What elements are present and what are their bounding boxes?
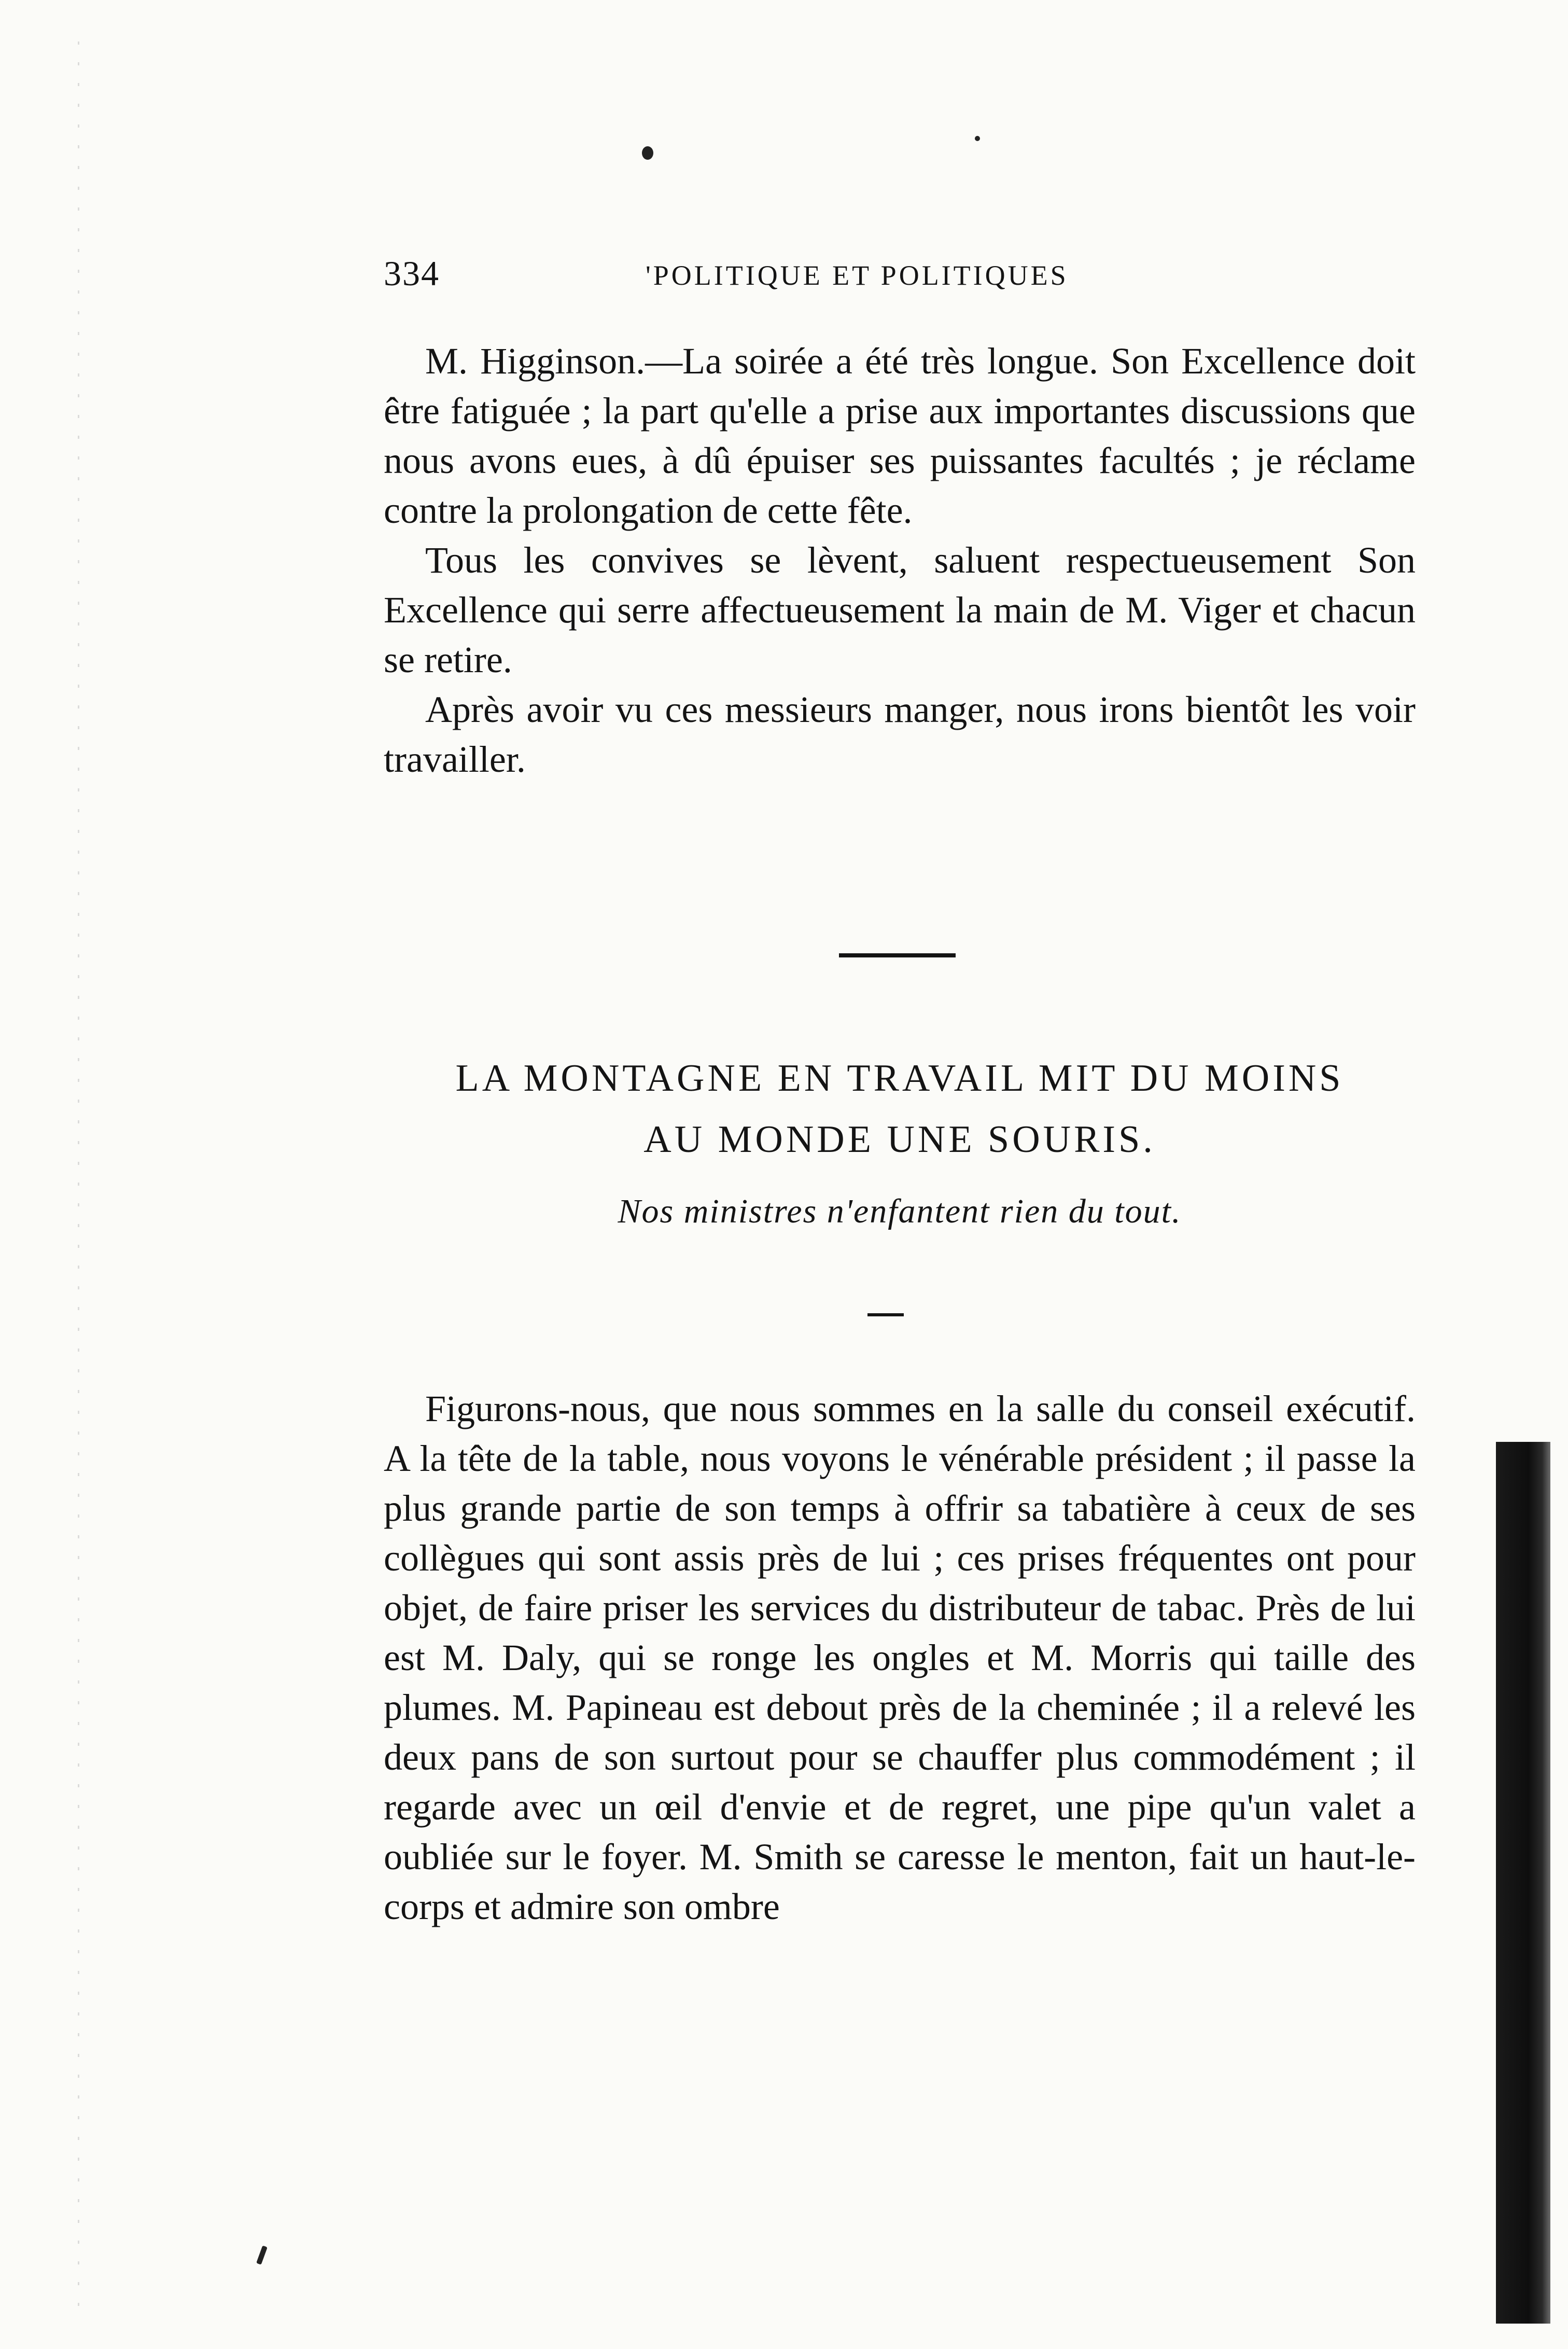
scan-edge-shadow (1496, 1442, 1550, 2324)
page-number: 334 (384, 254, 440, 293)
section-title-line: LA MONTAGNE EN TRAVAIL MIT DU MOINS (455, 1057, 1344, 1100)
running-head (384, 253, 1416, 310)
paragraph: M. Higginson.—La soirée a été très longue. Son Excellence doit être fatiguée ; la part qu'elle a prise aux importantes discussions que nous avons eues, à dû épuiser ses puissantes facultés ; je réclame contre la prolongation de cette fête. (384, 340, 1416, 531)
text-block-top (384, 336, 1416, 784)
paragraph: Tous les convives se lèvent, saluent respectueusement Son Excellence qui serre affectueusement la main de M. Viger et chacun se retire. (384, 539, 1416, 680)
paragraph: Après avoir vu ces messieurs manger, nous irons bientôt les voir travailler. (384, 689, 1416, 780)
section-divider-rule (839, 953, 956, 957)
scan-margin-shadow (78, 41, 79, 2313)
section-title (363, 1048, 1436, 1170)
paragraph: Figurons-nous, que nous sommes en la salle du conseil exécutif. A la tête de la table, nous voyons le vénérable président ; il passe la plus grande partie de son temps à offrir sa tabatière à ceux de ses collègues qui sont assis près de lui ; ces prises fréquentes ont pour objet, de faire priser les services du distributeur de tabac. Près de lui est M. Daly, qui se ronge les ongles et M. Morris qui taille des plumes. M. Papineau est debout près de la cheminée ; il a relevé les deux pans de son surtout pour se chauffer plus commodément ; il regarde avec un œil d'envie et de regret, une pipe qu'un valet a oubliée sur le foyer. M. Smith se caresse le menton, fait un haut-le-corps et admire son ombre (384, 1388, 1416, 1927)
section-title-line: AU MONDE UNE SOURIS. (643, 1118, 1156, 1161)
short-divider-rule (867, 1313, 904, 1316)
running-title: 'POLITIQUE ET POLITIQUES (646, 260, 1069, 291)
section-subtitle: Nos ministres n'enfantent rien du tout. (618, 1192, 1182, 1230)
ink-speck (642, 146, 653, 160)
ink-speck (975, 136, 980, 141)
text-block-bottom (384, 1384, 1416, 1931)
ink-speck (256, 2245, 268, 2264)
